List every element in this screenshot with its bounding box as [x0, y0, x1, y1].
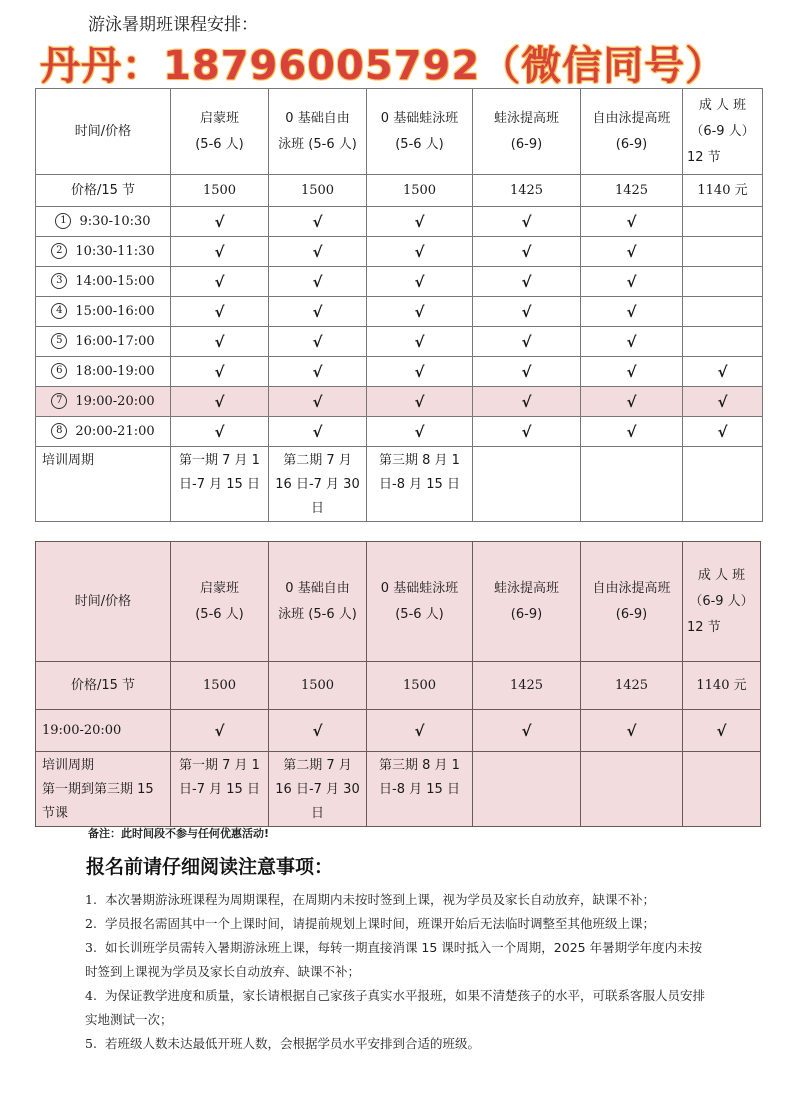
notice-number: 4.: [85, 988, 97, 1003]
check-icon: √: [473, 327, 581, 357]
notice-text: 如长训班学员需转入暑期游泳班上课，每转一期直接消课 15 课时抵入一个周期，2025 年暑期学年度内未按时签到上课视为学员及家长自动放弃、缺课不补；: [85, 940, 703, 979]
circled-number-icon: 1: [55, 213, 71, 229]
check-icon: √: [171, 267, 269, 297]
period-line: 日-7 月 15 日: [179, 477, 260, 492]
check-icon: √: [473, 387, 581, 417]
class-name: 成 人 班: [697, 567, 746, 583]
check-icon: √: [683, 387, 763, 417]
check-icon: √: [171, 327, 269, 357]
empty-cell: [683, 447, 763, 522]
time-slot-label: [36, 267, 171, 297]
check-icon: √: [171, 357, 269, 387]
circled-number-icon: 4: [51, 303, 67, 319]
check-icon: √: [367, 267, 473, 297]
training-cycle-row: [36, 752, 761, 827]
notice-number: 1.: [85, 892, 97, 907]
cycle-period-3: [367, 752, 473, 827]
check-icon: √: [171, 207, 269, 237]
time-range: 14:00-15:00: [75, 273, 155, 289]
check-icon: √: [171, 387, 269, 417]
check-icon: √: [581, 297, 683, 327]
check-icon: √: [367, 207, 473, 237]
time-range: 9:30-10:30: [79, 213, 151, 229]
time-range: 16:00-17:00: [75, 333, 155, 349]
cycle-period-2: [269, 447, 367, 522]
notice-item: [85, 1032, 705, 1056]
notice-text: 为保证教学进度和质量，家长请根据自己家孩子真实水平报班，如果不清楚孩子的水平，可联系客服人员安排实地测试一次；: [85, 988, 705, 1027]
price-value: 1500: [171, 662, 269, 710]
circled-number-icon: 8: [51, 423, 67, 439]
period-line: 日: [310, 501, 324, 516]
class-name: 0 基础蛙泳班: [380, 580, 459, 596]
training-cycle-row: [36, 447, 763, 522]
empty-cell: [683, 207, 763, 237]
time-slot-row: [36, 357, 763, 387]
class-name: 启蒙班: [199, 580, 239, 596]
cycle-label-line: 培训周期: [42, 758, 95, 773]
evening-schedule-table: [35, 541, 761, 827]
check-icon: √: [473, 297, 581, 327]
class-size: (5-6 人): [195, 606, 244, 622]
period-line: 第三期 8 月 1: [379, 758, 460, 773]
check-icon: √: [171, 417, 269, 447]
check-icon: √: [473, 207, 581, 237]
circled-number-icon: 7: [51, 393, 67, 409]
check-icon: √: [581, 357, 683, 387]
time-range: 15:00-16:00: [75, 303, 155, 319]
time-slot-label: [36, 417, 171, 447]
circled-number-icon: 3: [51, 273, 67, 289]
time-slot-label: [36, 297, 171, 327]
check-icon: √: [269, 237, 367, 267]
class-name: 0 基础蛙泳班: [380, 110, 459, 126]
price-value: 1425: [473, 662, 581, 710]
notice-item: [85, 888, 705, 912]
price-value: 1500: [367, 175, 473, 207]
check-icon: √: [581, 710, 683, 752]
period-line: 第三期 8 月 1: [379, 453, 460, 468]
circled-number-icon: 2: [51, 243, 67, 259]
price-value: 1500: [269, 662, 367, 710]
time-slot-row: [36, 297, 763, 327]
empty-cell: [683, 327, 763, 357]
cycle-label-line: 节课: [42, 806, 69, 821]
time-slot-row: [36, 417, 763, 447]
header-class-6: [683, 89, 763, 175]
period-line: 日-8 月 15 日: [379, 477, 460, 492]
time-slot-row: [36, 237, 763, 267]
empty-cell: [683, 237, 763, 267]
check-icon: √: [171, 237, 269, 267]
class-size: (5-6 人): [395, 136, 444, 152]
time-range: 10:30-11:30: [75, 243, 155, 259]
check-icon: √: [581, 207, 683, 237]
header-class-4: [473, 89, 581, 175]
contact-banner: 丹丹：18796005792（微信同号）: [40, 43, 727, 89]
time-slot-label: 19:00-20:00: [36, 710, 171, 752]
time-slot-label: [36, 207, 171, 237]
header-row: [36, 89, 763, 175]
price-row: [36, 175, 763, 207]
check-icon: √: [473, 267, 581, 297]
cycle-period-2: [269, 752, 367, 827]
check-icon: √: [581, 417, 683, 447]
circled-number-icon: 6: [51, 363, 67, 379]
time-slot-label: [36, 387, 171, 417]
check-icon: √: [473, 357, 581, 387]
time-slot-row: [36, 710, 761, 752]
notice-number: 5.: [85, 1036, 97, 1051]
period-line: 第二期 7 月: [283, 453, 352, 468]
empty-cell: [581, 752, 683, 827]
period-line: 日-8 月 15 日: [379, 782, 460, 797]
class-name: 0 基础自由: [285, 580, 350, 596]
class-name: 蛙泳提高班: [493, 110, 559, 126]
check-icon: √: [581, 237, 683, 267]
notice-item: [85, 936, 705, 984]
check-icon: √: [367, 237, 473, 267]
price-value: 1140 元: [683, 175, 763, 207]
time-slot-row: [36, 207, 763, 237]
class-name: 0 基础自由: [285, 110, 350, 126]
check-icon: √: [581, 267, 683, 297]
period-line: 16 日-7 月 30: [275, 782, 360, 797]
time-range: 20:00-21:00: [75, 423, 155, 439]
check-icon: √: [367, 387, 473, 417]
cycle-label: [36, 752, 171, 827]
period-line: 第二期 7 月: [283, 758, 352, 773]
remark-note: 备注：此时间段不参与任何优惠活动!: [88, 827, 270, 840]
check-icon: √: [473, 710, 581, 752]
check-icon: √: [367, 710, 473, 752]
class-size: (6-9): [615, 606, 648, 622]
notice-title: 报名前请仔细阅读注意事项：: [86, 856, 334, 878]
check-icon: √: [171, 710, 269, 752]
header-class-3: [367, 542, 473, 662]
header-class-1: [171, 89, 269, 175]
notice-number: 2.: [85, 916, 97, 931]
check-icon: √: [269, 710, 367, 752]
time-range: 19:00-20:00: [75, 393, 155, 409]
page-title: 游泳暑期班课程安排：: [88, 15, 258, 35]
price-label: 价格/15 节: [36, 175, 171, 207]
header-class-2: [269, 542, 367, 662]
header-class-4: [473, 542, 581, 662]
cycle-period-1: [171, 752, 269, 827]
cycle-label-line: 第一期到第三期 15: [42, 782, 154, 797]
header-class-5: [581, 542, 683, 662]
empty-cell: [581, 447, 683, 522]
notice-text: 若班级人数未达最低开班人数，会根据学员水平安排到合适的班级。: [104, 1036, 480, 1051]
header-class-6: [683, 542, 761, 662]
empty-cell: [473, 447, 581, 522]
check-icon: √: [269, 387, 367, 417]
class-size: 泳班 (5-6 人): [278, 606, 357, 622]
check-icon: √: [683, 357, 763, 387]
circled-number-icon: 5: [51, 333, 67, 349]
class-size: (6-9): [615, 136, 648, 152]
check-icon: √: [367, 297, 473, 327]
header-class-5: [581, 89, 683, 175]
class-size: (6-9): [510, 606, 543, 622]
empty-cell: [473, 752, 581, 827]
time-slot-label: [36, 237, 171, 267]
class-name: 成 人 班: [698, 97, 747, 113]
header-class-3: [367, 89, 473, 175]
time-slot-label: [36, 357, 171, 387]
class-name: 启蒙班: [199, 110, 239, 126]
price-value: 1500: [269, 175, 367, 207]
class-sessions: 12 节: [687, 149, 721, 165]
period-line: 第一期 7 月 1: [179, 758, 260, 773]
header-time-price: 时间/价格: [36, 89, 171, 175]
check-icon: √: [269, 267, 367, 297]
check-icon: √: [171, 297, 269, 327]
time-slot-label: [36, 327, 171, 357]
notice-text: 本次暑期游泳班课程为周期课程，在周期内未按时签到上课，视为学员及家长自动放弃，缺课不补；: [104, 892, 655, 907]
price-value: 1425: [473, 175, 581, 207]
time-slot-row: [36, 327, 763, 357]
check-icon: √: [269, 207, 367, 237]
price-value: 1425: [581, 662, 683, 710]
price-value: 1500: [367, 662, 473, 710]
check-icon: √: [269, 417, 367, 447]
notice-list: [85, 888, 705, 1056]
price-label: 价格/15 节: [36, 662, 171, 710]
time-range: 18:00-19:00: [75, 363, 155, 379]
period-line: 日: [310, 806, 324, 821]
class-name: 蛙泳提高班: [493, 580, 559, 596]
time-slot-row: [36, 387, 763, 417]
class-size: （6-9 人）: [690, 123, 755, 139]
price-value: 1500: [171, 175, 269, 207]
price-row: [36, 662, 761, 710]
schedule-table: [35, 88, 763, 522]
check-icon: √: [683, 710, 761, 752]
price-value: 1140 元: [683, 662, 761, 710]
check-icon: √: [581, 387, 683, 417]
class-name: 自由泳提高班: [592, 110, 671, 126]
period-line: 第一期 7 月 1: [179, 453, 260, 468]
check-icon: √: [269, 357, 367, 387]
class-size: (6-9): [510, 136, 543, 152]
class-name: 自由泳提高班: [592, 580, 671, 596]
check-icon: √: [473, 237, 581, 267]
header-class-2: [269, 89, 367, 175]
header-time-price: 时间/价格: [36, 542, 171, 662]
period-line: 16 日-7 月 30: [275, 477, 360, 492]
check-icon: √: [367, 357, 473, 387]
notice-item: [85, 912, 705, 936]
header-row: [36, 542, 761, 662]
class-size: (5-6 人): [195, 136, 244, 152]
cycle-period-3: [367, 447, 473, 522]
check-icon: √: [269, 297, 367, 327]
cycle-period-1: [171, 447, 269, 522]
header-class-1: [171, 542, 269, 662]
empty-cell: [683, 752, 761, 827]
class-size: 泳班 (5-6 人): [278, 136, 357, 152]
empty-cell: [683, 267, 763, 297]
cycle-label: 培训周期: [36, 447, 171, 522]
price-value: 1425: [581, 175, 683, 207]
class-size: （6-9 人）: [689, 593, 754, 609]
notice-text: 学员报名需固其中一个上课时间，请提前规划上课时间，班课开始后无法临时调整至其他班级上课；: [104, 916, 655, 931]
period-line: 日-7 月 15 日: [179, 782, 260, 797]
check-icon: √: [269, 327, 367, 357]
notice-item: [85, 984, 705, 1032]
check-icon: √: [367, 327, 473, 357]
check-icon: √: [683, 417, 763, 447]
check-icon: √: [473, 417, 581, 447]
check-icon: √: [581, 327, 683, 357]
class-sessions: 12 节: [687, 619, 721, 635]
class-size: (5-6 人): [395, 606, 444, 622]
empty-cell: [683, 297, 763, 327]
check-icon: √: [367, 417, 473, 447]
notice-number: 3.: [85, 940, 97, 955]
time-slot-row: [36, 267, 763, 297]
